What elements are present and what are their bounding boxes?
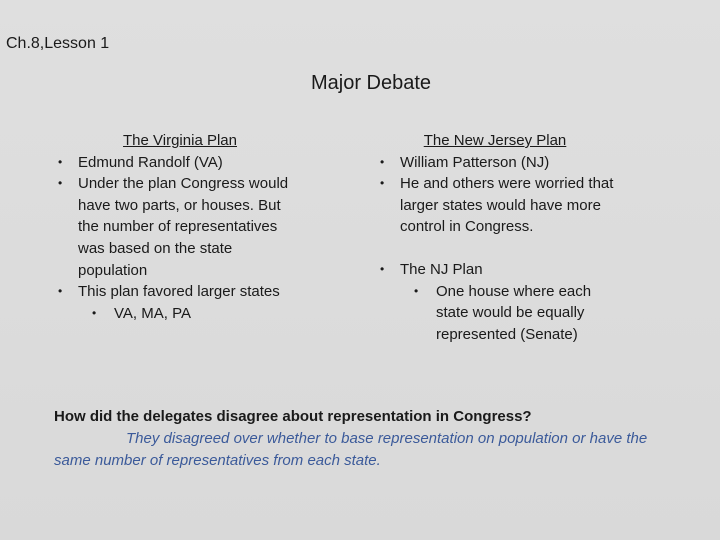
- virginia-plan-heading: The Virginia Plan: [123, 132, 237, 149]
- spacer: [376, 238, 616, 259]
- list-item: • He and others were worried that larger states would have more control in Congress.: [376, 173, 616, 238]
- list-item: • The NJ Plan: [376, 259, 616, 281]
- question-text: How did the delegates disagree about representation in Congress?: [54, 408, 532, 425]
- new-jersey-plan-list: [376, 152, 616, 346]
- sub-list-item: • One house where each state would be equally represented (Senate): [376, 281, 616, 346]
- list-item: • Edmund Randolf (VA): [54, 152, 304, 174]
- virginia-plan-list: [54, 152, 304, 325]
- new-jersey-plan-column: [376, 130, 616, 345]
- slide-title: Major Debate: [310, 72, 432, 94]
- sub-list-item: • VA, MA, PA: [54, 303, 304, 325]
- virginia-plan-column: [54, 130, 304, 324]
- chapter-label: Ch.8,Lesson 1: [6, 35, 110, 52]
- list-item: • This plan favored larger states: [54, 281, 304, 303]
- list-item: • Under the plan Congress would have two parts, or houses. But the number of representatives was based on the state population: [54, 173, 304, 281]
- list-item: • William Patterson (NJ): [376, 152, 616, 174]
- new-jersey-plan-heading: The New Jersey Plan: [423, 132, 567, 149]
- answer-text: They disagreed over whether to base representation on population or have the same number of representatives from each state.: [54, 430, 648, 469]
